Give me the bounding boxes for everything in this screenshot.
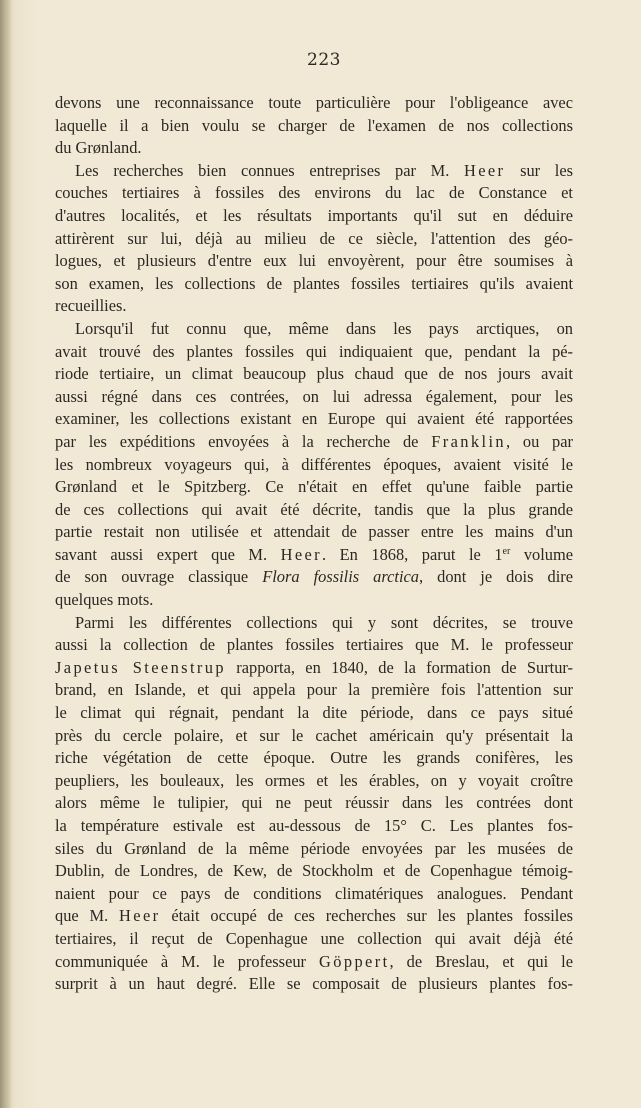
text-segment: de ces collections qui avait été décrite, tandis que la plus grande [55,499,573,519]
text-line [55,205,573,228]
text-segment: de son ouvrage classique [55,567,263,587]
text-segment: laquelle il a bien voulu se charger de l'examen de nos collections [55,115,573,135]
text-line [55,905,573,928]
text-segment: Dublin, de Londres, de Kew, de Stockholm et de Copenhague témoig- [55,861,573,881]
text-segment: son examen, les collections de plantes fossiles tertiaires qu'ils avaient [55,273,573,293]
text-segment: . En 1868, parut le 1 [322,544,503,564]
text-segment: couches tertiaires à fossiles des environs du lac de Constance et [55,183,573,203]
text-line [55,182,573,205]
text-segment: riode tertiaire, un climat beaucoup plus chaud que de nos jours avait [55,364,573,384]
text-line [55,883,573,906]
text-segment: que M. [55,906,120,926]
text-line [55,973,573,996]
text-segment: près du cercle polaire, et sur le cachet américain qu'y présentait la [55,725,573,745]
text-line [55,770,573,793]
text-line [55,815,573,838]
text-segment: examiner, les collections existant en Europe qui avaient été rapportées [55,409,573,429]
text-segment: , ou par [506,431,573,451]
text-line [55,612,573,635]
text-segment: riche végétation de cette époque. Outre les grands conifères, les [55,748,573,768]
text-line [55,792,573,815]
text-segment: Parmi les différentes collections qui y sont décrites, se trouve [75,612,573,632]
text-segment: Lorsqu'il fut connu que, même dans les pays arctiques, on [75,318,573,338]
text-line [55,566,573,589]
text-segment: avait trouvé des plantes fossiles qui indiquaient que, pendant la pé- [55,341,573,361]
text-line [55,476,573,499]
text-segment: savant aussi expert que M. [55,544,281,564]
author-name: Heer [463,160,506,180]
text-line [55,725,573,748]
text-segment: tertiaires, il reçut de Copenhague une collection qui avait déjà été [55,928,573,948]
text-line [55,363,573,386]
author-name: Heer [119,906,161,926]
page-spine-shadow [0,0,12,1108]
author-name: Göppert [319,951,390,971]
text-line [55,250,573,273]
text-line [55,386,573,409]
text-line [55,521,573,544]
text-line [55,544,573,567]
text-segment: les nombreux voyageurs qui, à différentes époques, avaient visité le [55,454,573,474]
text-line [55,838,573,861]
text-line [55,747,573,770]
text-segment: alors même le tulipier, qui ne peut réussir dans les contrées dont [55,793,573,813]
text-segment: rapporta, en 1840, de la formation de Surtur- [225,657,573,677]
paragraph [55,92,573,160]
text-line [55,295,573,318]
text-line [55,860,573,883]
text-segment: la température estivale est au-dessous de 15° C. Les plantes fos- [55,816,573,835]
text-line [55,702,573,725]
text-segment: logues, et plusieurs d'entre eux lui envoyèrent, pour être soumises à [55,251,573,271]
text-segment: naient pour ce pays de conditions climatériques analogues. Pendant [55,883,573,903]
text-line [55,318,573,341]
text-line [55,137,573,160]
text-segment: surprit à un haut degré. Elle se composait de plusieurs plantes fos- [55,974,573,994]
text-line [55,408,573,431]
text-segment: volume [510,544,574,564]
text-segment: quelques mots. [55,590,154,610]
text-line [55,92,573,115]
text-line [55,454,573,477]
text-segment: communiquée à M. le professeur [55,951,320,971]
text-segment: sur les [505,160,574,180]
text-line [55,928,573,951]
page-number: 223 [307,50,341,70]
text-segment: Grønland et le Spitzberg. Ce n'était en effet qu'une faible partie [55,477,573,497]
text-segment: , dont je dois dire [419,567,573,587]
paragraph [55,160,573,318]
text-line [55,228,573,251]
text-line [55,657,573,680]
text-line [55,679,573,702]
text-segment: aussi régné dans ces contrées, on lui adressa également, pour les [55,386,573,406]
text-line [55,499,573,522]
paragraph [55,318,573,612]
author-name: Heer [280,544,323,564]
text-line [55,634,573,657]
body-text [55,92,573,996]
text-segment: Les recherches bien connues entreprises par M. [75,160,464,180]
text-line [55,273,573,296]
author-name: Japetus Steenstrup [55,657,226,677]
book-title: Flora fossilis arctica [262,567,419,587]
text-line [55,341,573,364]
text-line [55,589,573,612]
text-segment: recueillies. [55,296,127,316]
text-line [55,160,573,183]
text-segment: le climat qui régnait, pendant la dite période, dans ce pays situé [55,703,573,723]
text-segment: du Grønland. [55,138,142,158]
text-segment: était occupé de ces recherches sur les plantes fossiles [160,906,573,926]
text-segment: peupliers, les bouleaux, les ormes et les érables, on y voyait croître [55,770,573,790]
text-segment: , de Breslau, et qui le [389,951,574,971]
text-segment: par les expéditions envoyées à la recherche de [55,431,432,451]
text-line [55,431,573,454]
author-name: Franklin [431,431,506,451]
text-segment: attirèrent sur lui, déjà au milieu de ce siècle, l'attention des géo- [55,228,573,248]
text-line [55,951,573,974]
paragraph [55,612,573,996]
text-line [55,115,573,138]
text-segment: siles du Grønland de la même période envoyées par les musées de [55,838,573,858]
ordinal-superscript: er [502,545,511,557]
text-segment: partie restait non utilisée et attendait de passer entre les mains d'un [55,522,573,542]
text-segment: brand, en Islande, et qui appela pour la première fois l'attention sur [55,680,573,700]
text-segment: devons une reconnaissance toute particulière pour l'obligeance avec [55,93,573,112]
text-segment: aussi la collection de plantes fossiles tertiaires que M. le professeur [55,635,573,655]
text-segment: d'autres localités, et les résultats importants qu'il sut en déduire [55,205,573,225]
